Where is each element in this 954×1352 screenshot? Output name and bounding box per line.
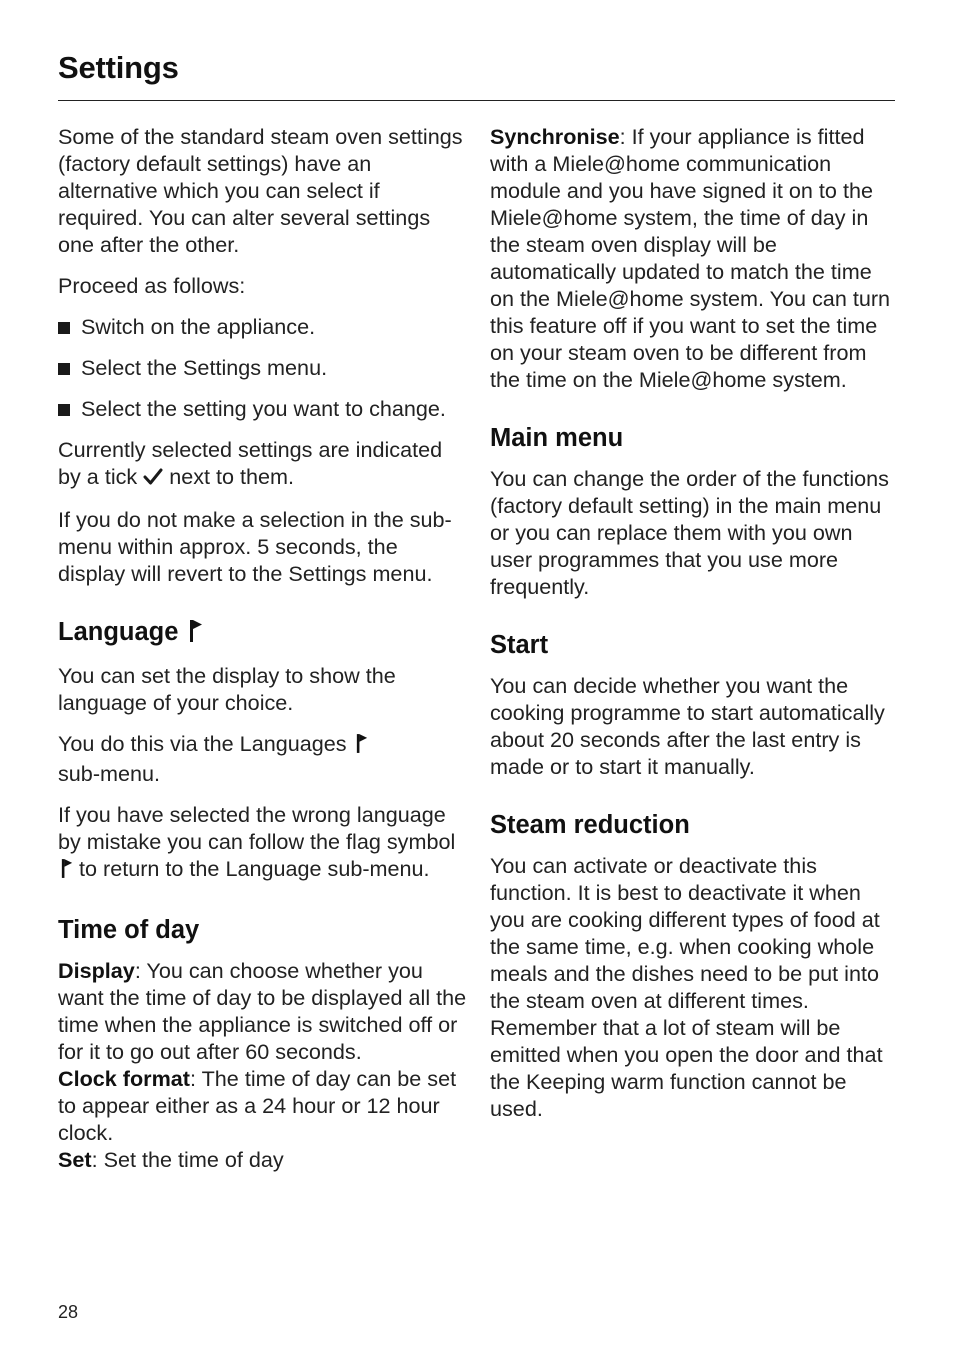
flag-icon <box>61 858 73 885</box>
left-column <box>58 123 468 1173</box>
step-text: Switch on the appliance. <box>81 314 316 339</box>
time-of-day-heading: Time of day <box>58 916 200 944</box>
set-text: : Set the time of day <box>91 1147 284 1172</box>
synchronise-paragraph <box>490 123 900 393</box>
language-p2-after: sub-menu. <box>58 761 161 786</box>
right-column <box>490 123 900 1136</box>
intro-paragraph: Some of the standard steam oven settings (factory default settings) have an alternative which you can select if required. You can alter several settings one after the other. <box>58 124 463 257</box>
tick-icon <box>143 465 163 492</box>
set-label: Set <box>58 1147 92 1172</box>
language-p2-before: You do this via the Languages <box>58 731 347 756</box>
square-bullet-icon <box>58 322 70 334</box>
start-heading: Start <box>490 631 549 659</box>
square-bullet-icon <box>58 404 70 416</box>
step-list-item <box>58 354 468 381</box>
clock-format-paragraph <box>58 1065 468 1146</box>
clock-format-label: Clock format <box>58 1066 190 1091</box>
steam-reduction-heading: Steam reduction <box>490 811 690 839</box>
display-text: : You can choose whether you want the time of day to be displayed all the time when the appliance is switched off or for it to go out after 60 seconds. <box>58 958 467 1064</box>
page-title: Settings <box>58 50 179 85</box>
set-time-paragraph <box>58 1146 468 1173</box>
language-p3-before: If you have selected the wrong language by mistake you can follow the flag symbol <box>58 802 456 854</box>
flag-icon <box>189 619 203 650</box>
main-menu-paragraph: You can change the order of the functions (factory default setting) in the main menu or you can replace them with you own user programmes that you use more frequently. <box>490 466 889 599</box>
timeout-paragraph: If you do not make a selection in the sub-menu within approx. 5 seconds, the display will revert to the Settings menu. <box>58 507 452 586</box>
start-paragraph: You can decide whether you want the cooking programme to start automatically about 20 seconds after the last entry is made or to start it manually. <box>490 673 885 779</box>
language-paragraph-1: You can set the display to show the language of your choice. <box>58 663 396 715</box>
page-number: 28 <box>58 1302 79 1322</box>
synchronise-text: : If your appliance is fitted with a Miele@home communication module and you have signed it on to the Miele@home system, the time of day in the steam oven display will be automatically updated to match the time on the Miele@home system. You can turn this feature off if you want to set the time on your steam oven to be different from the time on the Miele@home system. <box>490 124 891 392</box>
tick-text-after: next to them. <box>169 464 295 489</box>
main-menu-heading: Main menu <box>490 424 624 452</box>
display-label: Display <box>58 958 135 983</box>
language-heading <box>58 617 468 650</box>
step-list-item <box>58 395 468 422</box>
title-divider <box>58 100 895 101</box>
synchronise-label: Synchronise <box>490 124 620 149</box>
step-list-item <box>58 313 468 340</box>
language-paragraph-3 <box>58 801 468 885</box>
display-setting-paragraph <box>58 957 468 1065</box>
language-paragraph-2 <box>58 730 468 787</box>
language-p3-after: to return to the Language sub-menu. <box>79 856 430 881</box>
step-text: Select the setting you want to change. <box>81 396 446 421</box>
step-text: Select the Settings menu. <box>81 355 328 380</box>
flag-icon <box>356 733 368 760</box>
clock-format-text: : The time of day can be set to appear either as a 24 hour or 12 hour clock. <box>58 1066 457 1145</box>
language-heading-text: Language <box>58 618 179 646</box>
proceed-paragraph: Proceed as follows: <box>58 273 246 298</box>
tick-paragraph <box>58 436 468 492</box>
tick-text-before: Currently selected settings are indicated by a tick <box>58 437 443 489</box>
steam-reduction-paragraph: You can activate or deactivate this function. It is best to deactivate it when you are cooking different types of food at the same time, e.g. when cooking whole meals and the dishes need to be put into the steam oven at different times. Remember that a lot of steam will be emitted when you open the door and that the Keeping warm function cannot be used. <box>490 853 883 1121</box>
square-bullet-icon <box>58 363 70 375</box>
